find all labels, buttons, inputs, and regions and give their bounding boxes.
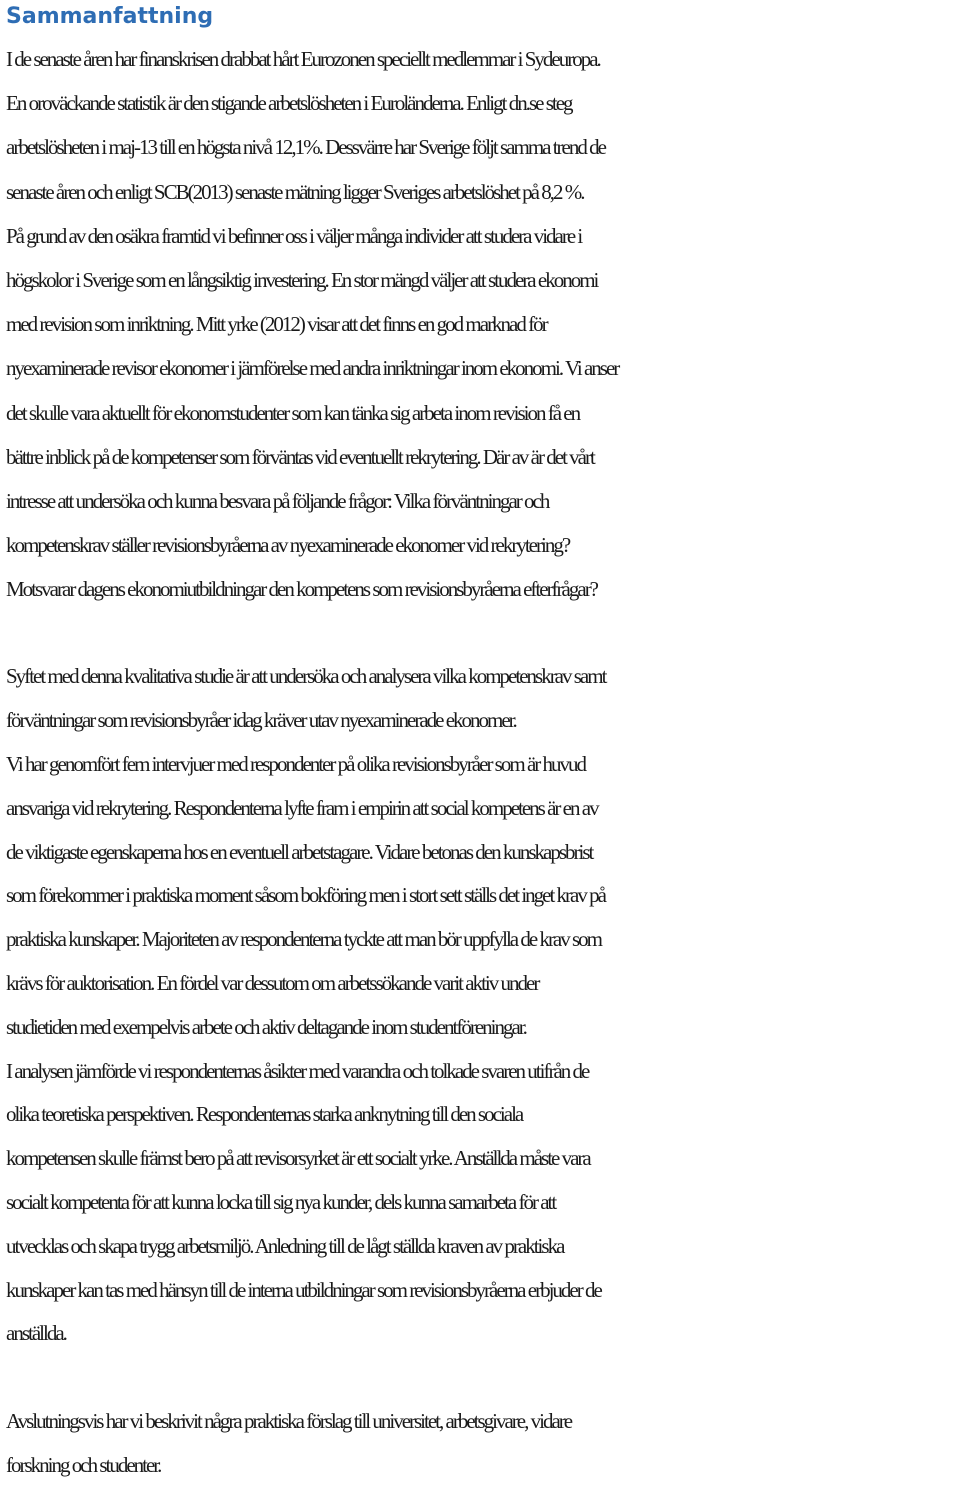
text-line: de viktigaste egenskaperna hos en eventuell arbetstagare. Vidare betonas den kunskapsbrist [6,839,593,864]
text-line: ansvariga vid rekrytering. Respondenterna lyfte fram i empirin att social kompetens är en av [6,795,598,820]
text-line: socialt kompetenta för att kunna locka till sig nya kunder, dels kunna samarbeta för att [6,1190,556,1214]
text-line: med revision som inriktning. Mitt yrke (2012) visar att det finns en god marknad för [6,312,547,337]
paragraph-spacer [6,1356,956,1400]
text-line: I analysen jämförde vi respondenternas åsikter med varandra och tolkade svaren utifrån de [6,1058,589,1083]
text-line: bättre inblick på de kompetenser som förväntas vid eventuellt rekrytering. Där av är det vårt [6,444,594,469]
paragraph-background [6,37,956,611]
text-line: nyexaminerade revisor ekonomer i jämförelse med andra inriktningar inom ekonomi. Vi anser [6,356,619,381]
text-line: I de senaste åren har finanskrisen drabbat hårt Eurozonen speciellt medlemmar i Sydeuropa. [6,47,600,71]
text-line: som förekommer i praktiska moment såsom bokföring men i stort sett ställs det inget krav på [6,883,605,908]
text-line: Motsvarar dagens ekonomiutbildningar den kompetens som revisionsbyråerna efterfrågar? [6,577,598,602]
paragraph-spacer [6,611,956,655]
text-line: Syftet med denna kvalitativa studie är att undersöka och analysera vilka kompetenskrav samt [6,664,606,689]
text-line: högskolor i Sverige som en långsiktig investering. En stor mängd väljer att studera ekonomi [6,267,598,292]
text-line: olika teoretiska perspektiven. Respondenternas starka anknytning till den sociala [6,1102,523,1127]
text-line: kunskaper kan tas med hänsyn till de interna utbildningar som revisionsbyråerna erbjuder de [6,1277,601,1302]
text-line: anställda. [6,1321,66,1346]
document-page [6,0,956,1488]
text-line: det skulle vara aktuellt för ekonomstudenter som kan tänka sig arbeta inom revision få en [6,400,580,425]
page-title: Sammanfattning [6,4,214,29]
paragraph-method [6,743,956,1050]
text-line: På grund av den osäkra framtid vi befinner oss i väljer många individer att studera vidare i [6,223,582,248]
text-line: studietiden med exempelvis arbete och aktiv deltagande inom studentföreningar. [6,1014,526,1039]
text-line: forskning och studenter. [6,1452,161,1477]
text-line: senaste åren och enligt SCB(2013) senaste mätning ligger Sveriges arbetslöshet på 8,2 %. [6,179,584,204]
text-line: En oroväckande statistik är den stigande arbetslösheten i Euroländerna. Enligt dn.se steg [6,91,572,116]
text-line: förväntningar som revisionsbyråer idag kräver utav nyexaminerade ekonomer. [6,708,516,733]
text-line: kompetenskrav ställer revisionsbyråerna av nyexaminerade ekonomer vid rekrytering? [6,533,570,558]
text-line: Vi har genomfört fem intervjuer med respondenter på olika revisionsbyråer som är huvud [6,752,586,777]
text-line: intresse att undersöka och kunna besvara på följande frågor: Vilka förväntningar och [6,488,549,513]
text-line: krävs för auktorisation. En fördel var dessutom om arbetssökande varit aktiv under [6,971,539,996]
text-line: praktiska kunskaper. Majoriteten av respondenterna tyckte att man bör uppfylla de krav som [6,927,602,952]
paragraph-purpose [6,655,956,743]
text-line: kompetensen skulle främst bero på att revisorsyrket är ett socialt yrke. Anställda måste vara [6,1146,590,1171]
text-line: Avslutningsvis har vi beskrivit några praktiska förslag till universitet, arbetsgivare, vidare [6,1409,572,1434]
text-line: utvecklas och skapa trygg arbetsmiljö. Anledning till de lågt ställda kraven av praktiska [6,1233,564,1258]
text-line: arbetslösheten i maj-13 till en högsta nivå 12,1%. Dessvärre har Sverige följt samma trend de [6,135,605,160]
paragraph-analysis [6,1050,956,1357]
paragraph-conclusion [6,1400,956,1488]
